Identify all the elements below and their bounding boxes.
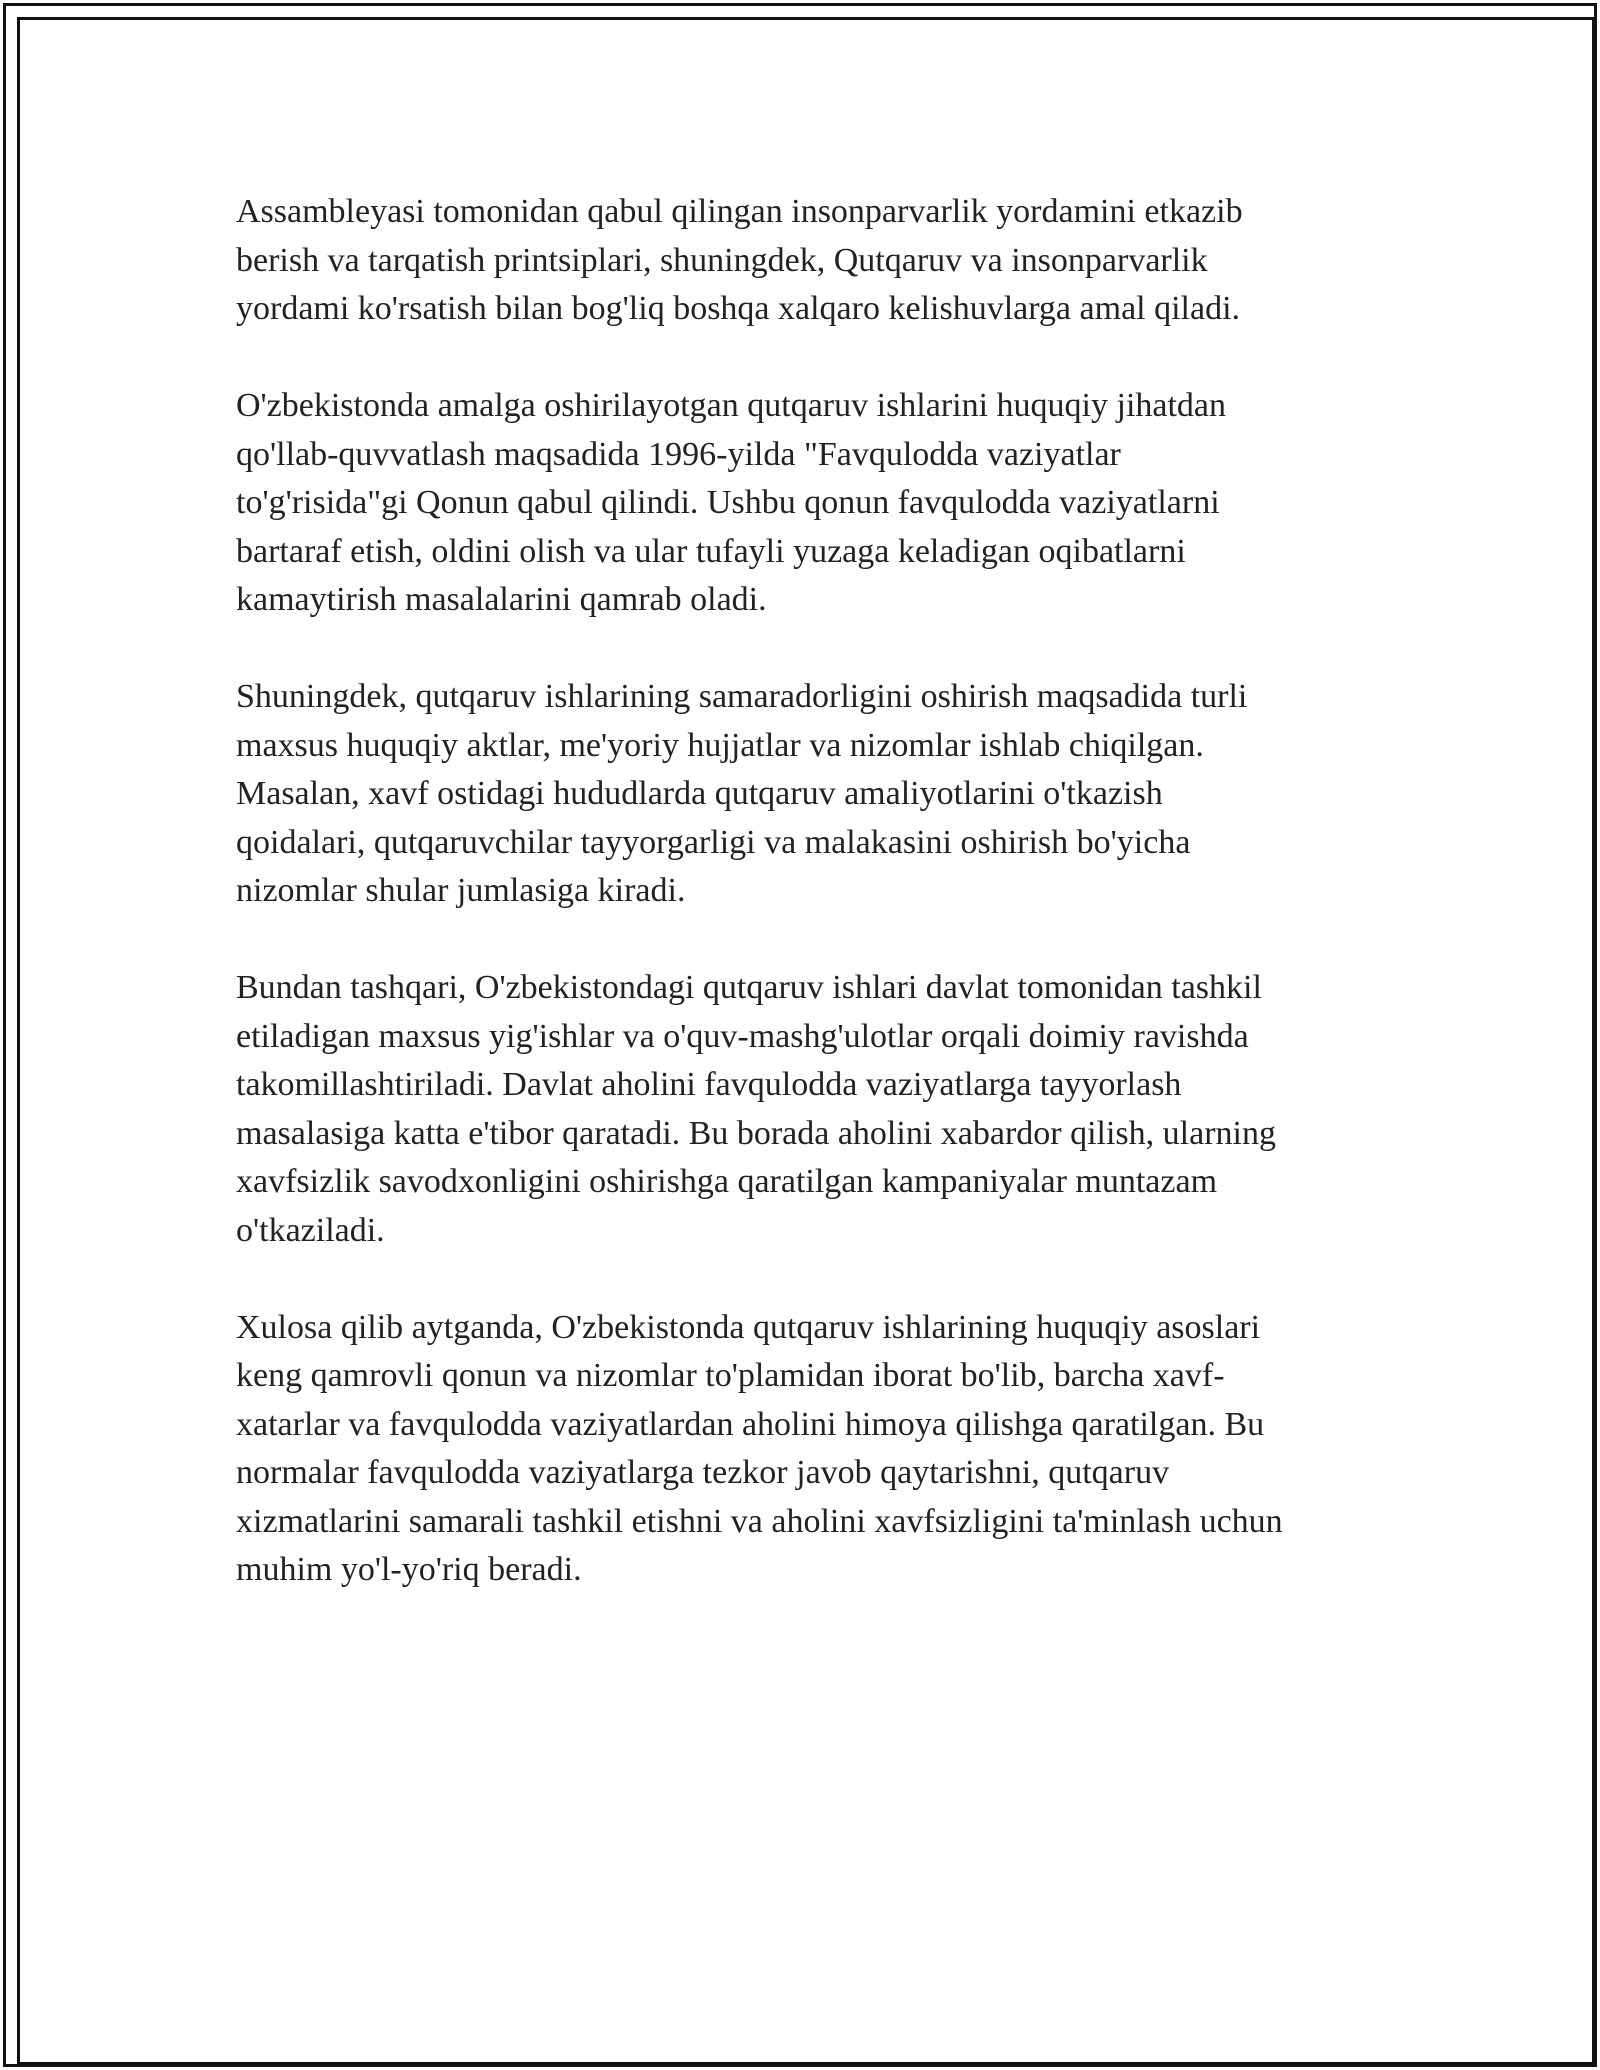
paragraph-3 bbox=[236, 673, 1396, 916]
text-line: nizomlar shular jumlasiga kiradi. bbox=[236, 872, 686, 909]
text-line: xatarlar va favqulodda vaziyatlardan aholini himoya qilishga qaratilgan. Bu bbox=[236, 1405, 1265, 1443]
text-line: Bundan tashqari, O'zbekistondagi qutqaruv ishlari davlat tomonidan tashkil bbox=[236, 969, 1262, 1006]
text-line: muhim yo'l-yo'riq beradi. bbox=[236, 1551, 582, 1588]
text-line: Shuningdek, qutqaruv ishlarining samaradorligini oshirish maqsadida turli bbox=[236, 678, 1248, 715]
text-line: kamaytirish masalalarini qamrab oladi. bbox=[236, 581, 767, 618]
text-line: yordami ko'rsatish bilan bog'liq boshqa xalqaro kelishuvlarga amal qiladi. bbox=[236, 290, 1241, 327]
paragraph-1 bbox=[236, 188, 1396, 334]
paragraph-4 bbox=[236, 964, 1396, 1255]
paragraph-5 bbox=[236, 1304, 1396, 1595]
text-line: takomillashtiriladi. Davlat aholini favqulodda vaziyatlarga tayyorlash bbox=[236, 1066, 1182, 1103]
text-line: keng qamrovli qonun va nizomlar to'plamidan iborat bo'lib, barcha xavf- bbox=[236, 1357, 1225, 1394]
text-line: bartaraf etish, oldini olish va ular tufayli yuzaga keladigan oqibatlarni bbox=[236, 532, 1186, 570]
text-line: Xulosa qilib aytganda, O'zbekistonda qutqaruv ishlarining huquqiy asoslari bbox=[236, 1308, 1261, 1346]
text-line: xizmatlarini samarali tashkil etishni va aholini xavfsizligini ta'minlash uchun bbox=[236, 1502, 1283, 1540]
text-line: qo'llab-quvvatlash maqsadida 1996-yilda "Favqulodda vaziyatlar bbox=[236, 435, 1121, 473]
document-body bbox=[236, 188, 1396, 1643]
text-line: xavfsizlik savodxonligini oshirishga qaratilgan kampaniyalar muntazam bbox=[236, 1163, 1218, 1200]
text-line: masalasiga katta e'tibor qaratadi. Bu borada aholini xabardor qilish, ularning bbox=[236, 1114, 1276, 1152]
text-line: to'g'risida"gi Qonun qabul qilindi. Ushbu qonun favqulodda vaziyatlarni bbox=[236, 484, 1220, 521]
text-line: normalar favqulodda vaziyatlarga tezkor javob qaytarishni, qutqaruv bbox=[236, 1454, 1170, 1491]
paragraph-2 bbox=[236, 382, 1396, 625]
text-line: Masalan, xavf ostidagi hududlarda qutqaruv amaliyotlarini o'tkazish bbox=[236, 775, 1163, 812]
text-line: Assambleyasi tomonidan qabul qilingan insonparvarlik yordamini etkazib bbox=[236, 193, 1243, 230]
text-line: berish va tarqatish printsiplari, shuningdek, Qutqaruv va insonparvarlik bbox=[236, 241, 1208, 279]
text-line: maxsus huquqiy aktlar, me'yoriy hujjatlar va nizomlar ishlab chiqilgan. bbox=[236, 726, 1204, 764]
text-line: etiladigan maxsus yig'ishlar va o'quv-mashg'ulotlar orqali doimiy ravishda bbox=[236, 1017, 1249, 1055]
text-line: qoidalari, qutqaruvchilar tayyorgarligi va malakasini oshirish bo'yicha bbox=[236, 823, 1191, 861]
text-line: O'zbekistonda amalga oshirilayotgan qutqaruv ishlarini huquqiy jihatdan bbox=[236, 387, 1227, 424]
text-line: o'tkaziladi. bbox=[236, 1211, 385, 1249]
